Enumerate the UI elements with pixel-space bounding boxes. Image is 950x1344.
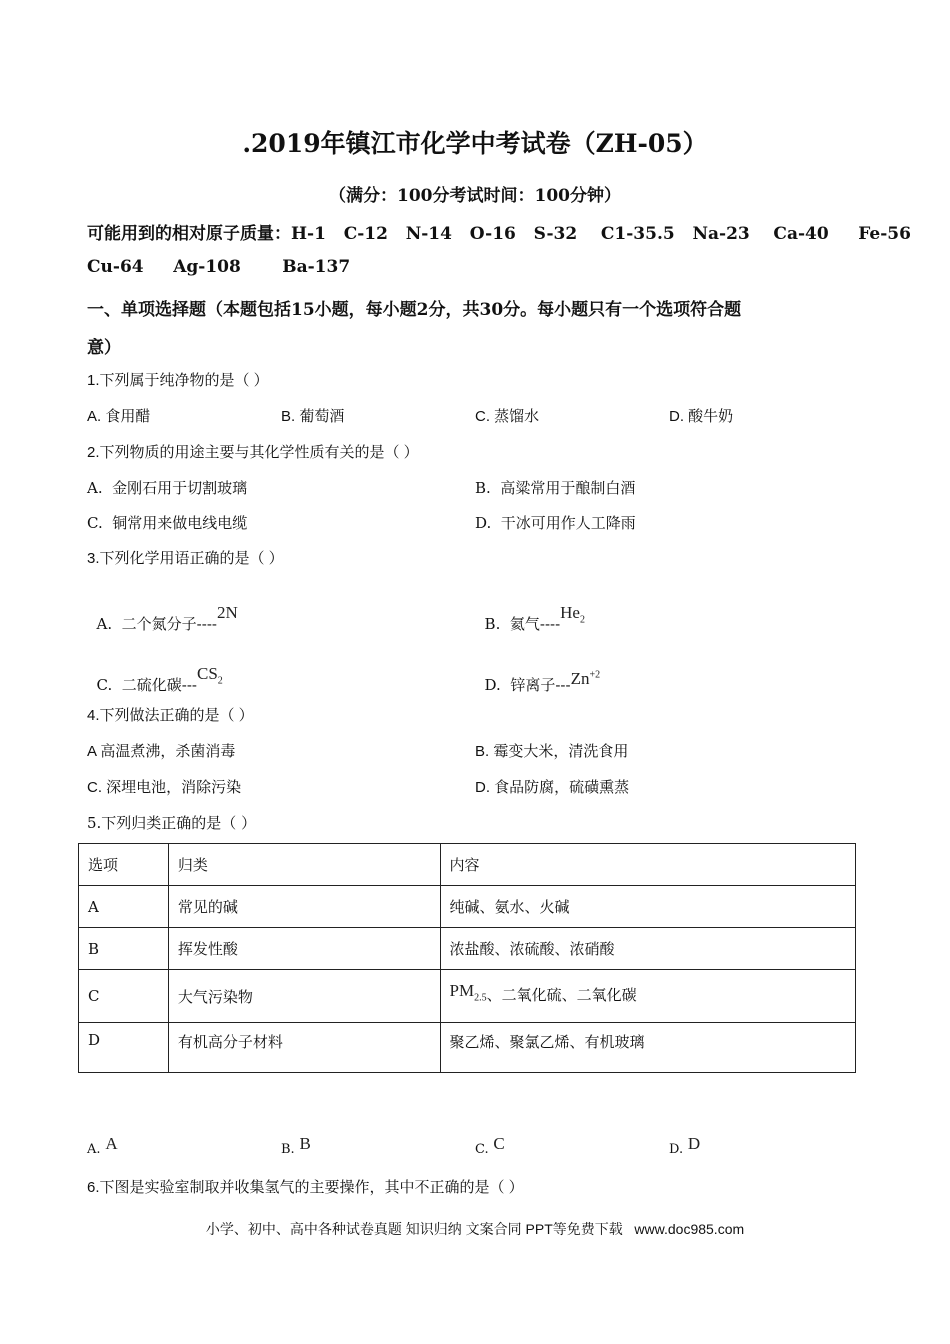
question-2-option-a: A. 金刚石用于切割玻璃 [87,479,248,497]
question-3-option-a [87,595,238,634]
table-cell-content: 聚乙烯、聚氯乙烯、有机玻璃 [440,1023,855,1073]
table-header-cell: 选项 [79,844,169,886]
question-1-option-d: D. 酸牛奶 [669,408,734,425]
table-cell-category: 挥发性酸 [168,928,440,970]
question-1-option-a: A. 食用醋 [87,408,151,425]
table-cell-option: B [79,928,169,970]
question-2-option-d: D. 干冰可用作人工降雨 [475,514,636,532]
table-cell-content: 纯碱、氨水、火碱 [440,886,855,928]
question-3-option-d [475,656,600,695]
question-3-stem: 3.下列化学用语正确的是（ ） [87,550,284,567]
table-cell-category: 常见的碱 [168,886,440,928]
formula-pm25: $PM_{2.5}$ [449,981,487,1004]
table-cell-option: C [79,970,169,1023]
question-5-option-c: C. C [475,1134,505,1157]
question-5-option-d: D. D [669,1134,701,1157]
table-cell-content: 浓盐酸、浓硫酸、浓硝酸 [440,928,855,970]
formula-cs2: $CS_2$ [197,664,223,687]
option-b-text: B. 氦气---- [484,615,561,633]
section-heading-line-1: 一、单项选择题（本题包括15小题，每小题2分，共30分。每小题只有一个选项符合题 [87,300,742,320]
question-1-stem: 1.下列属于纯净物的是（ ） [87,372,269,389]
section-heading-line-2: 意） [87,338,121,358]
table-row [79,970,856,1023]
question-5-stem: 5.下列归类正确的是（ ） [87,814,257,832]
formula-2n: 2N [216,603,238,622]
option-c-text: C. 二硫化碳--- [96,676,197,694]
page-title: .2019年镇江市化学中考试卷（ZH-05） [242,129,708,158]
question-4-option-d: D. 食品防腐，硫磺熏蒸 [475,779,630,796]
question-1-option-b: B. 葡萄酒 [281,408,345,425]
question-6-stem: 6.下图是实验室制取并收集氢气的主要操作，其中不正确的是（ ） [87,1179,524,1196]
formula-he2: $He_2$ [560,603,585,626]
table-cell-category: 有机高分子材料 [168,1023,440,1073]
question-5-option-a: A. A [87,1134,118,1157]
table-header-row [79,844,856,886]
question-4-option-b: B. 霉变大米，清洗食用 [475,743,629,760]
classification-table [78,843,856,1073]
table-header-cell: 内容 [440,844,855,886]
table-cell-category: 大气污染物 [168,970,440,1023]
table-row [79,928,856,970]
question-4-stem: 4.下列做法正确的是（ ） [87,707,254,724]
atomic-mass-line-2: Cu-64 Ag-108 Ba-137 [87,257,351,277]
option-d-text: D. 锌离子--- [484,676,571,694]
page-footer: 小学、初中、高中各种试卷真题 知识归纳 文案合同 PPT等免费下载 www.doc985.com [205,1221,745,1237]
table-cell-content: $PM_{2.5}$、二氧化硫、二氧化碳 [440,970,855,1023]
question-1-option-c: C. 蒸馏水 [475,408,540,425]
table-cell-option: D [79,1023,169,1073]
question-2-stem: 2.下列物质的用途主要与其化学性质有关的是（ ） [87,444,419,461]
table-header-cell: 归类 [168,844,440,886]
formula-zn2: $Zn^{+2}$ [570,669,601,688]
page-subtitle: （满分：100分考试时间：100分钟） [329,186,621,206]
question-4-option-c: C. 深埋电池，消除污染 [87,779,242,796]
question-2-option-c: C. 铜常用来做电线电缆 [87,514,248,532]
atomic-mass-line-1: 可能用到的相对原子质量：H-1 C-12 N-14 O-16 S-32 C1-35.5 Na-23 Ca-40 Fe-56 [87,224,911,244]
table-row [79,886,856,928]
question-3-option-b [475,595,585,636]
option-a-text: A. 二个氮分子---- [96,615,217,633]
question-2-option-b: B. 高粱常用于酿制白酒 [475,479,636,497]
question-4-option-a: A 高温煮沸，杀菌消毒 [87,743,236,760]
question-5-option-b: B. B [281,1134,311,1157]
table-cell-option: A [79,886,169,928]
table-row [79,1023,856,1073]
question-3-option-c [87,656,223,697]
